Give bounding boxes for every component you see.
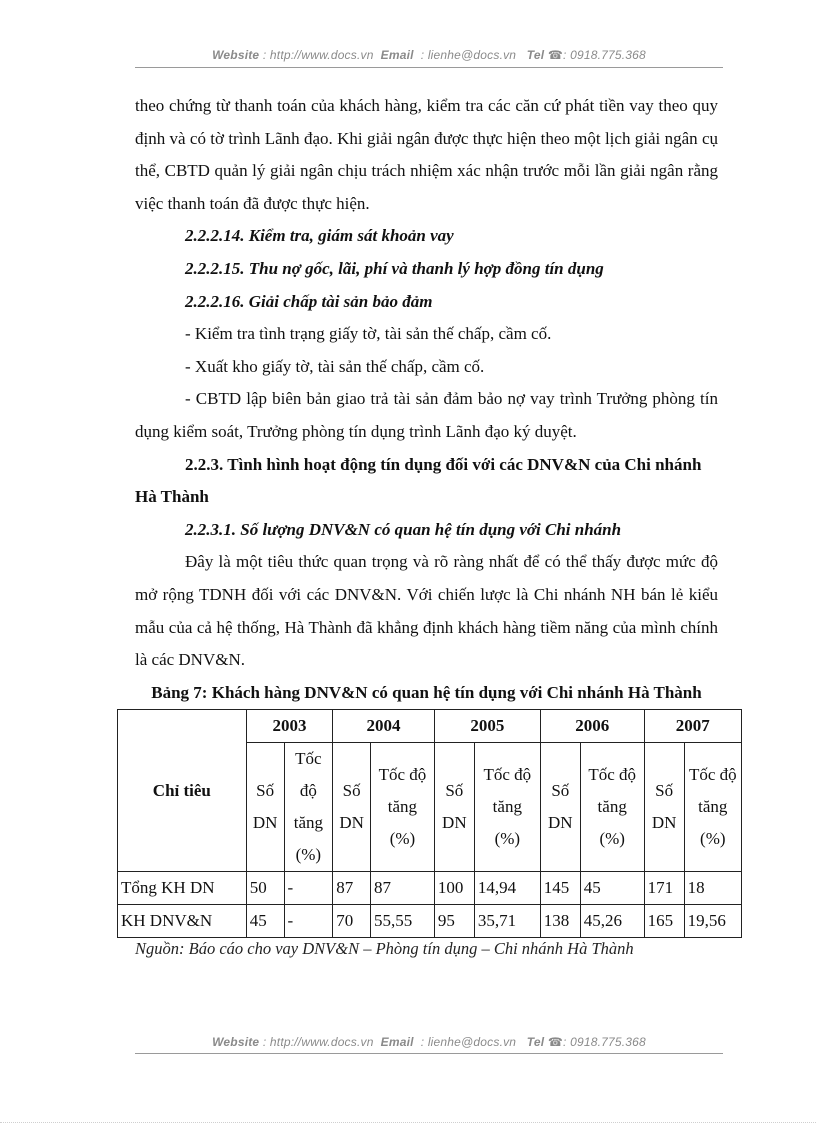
bullet-item: - Xuất kho giấy tờ, tài sản thế chấp, cầm cố. — [185, 356, 485, 376]
table-cell: 165 — [644, 905, 684, 938]
table-cell: - — [284, 905, 333, 938]
footer-tel-label: Tel — [526, 1035, 545, 1049]
sub-header-growth: Tốc độ tăng (%) — [580, 743, 644, 872]
table-cell: 138 — [540, 905, 580, 938]
year-header: 2004 — [333, 710, 435, 743]
sub-header-count: Số DN — [333, 743, 371, 872]
header-website-value: : http://www.docs.vn — [262, 48, 374, 62]
paragraph-intro: Đây là một tiêu thức quan trọng và rõ ràng nhất để có thể thấy được mức độ mở rộng TDNH đối với các DNV&N. Với chiến lược là Chi nhánh NH bán lẻ kiểu mẫu của cả hệ thống, Hà Thành đã khẳng định khách hàng tiềm năng của mình chính là các DNV&N. — [135, 552, 718, 670]
sub-header-growth: Tốc độ tăng (%) — [284, 743, 333, 872]
phone-icon: ☎ — [547, 1035, 563, 1049]
heading-2-2-2-15: 2.2.2.15. Thu nợ gốc, lãi, phí và thanh lý hợp đồng tín dụng — [185, 258, 604, 278]
sub-header-count: Số DN — [644, 743, 684, 872]
bullet-item: - CBTD lập biên bản giao trả tài sản đảm bảo nợ vay trình Trưởng phòng tín dụng kiểm soát, Trưởng phòng tín dụng trình Lãnh đạo ký duyệt. — [135, 389, 718, 441]
table-source: Nguồn: Báo cáo cho vay DNV&N – Phòng tín dụng – Chi nhánh Hà Thành — [135, 939, 634, 959]
table-cell: 45,26 — [580, 905, 644, 938]
table-cell: 171 — [644, 872, 684, 905]
document-body — [121, 90, 737, 960]
table-cell: 35,71 — [474, 905, 540, 938]
year-header: 2003 — [246, 710, 333, 743]
year-header: 2005 — [434, 710, 540, 743]
header-email-label: Email — [380, 48, 414, 62]
sub-header-growth: Tốc độ tăng (%) — [474, 743, 540, 872]
table-cell: 14,94 — [474, 872, 540, 905]
table-row — [118, 872, 742, 905]
customer-table — [117, 709, 742, 938]
footer-tel-value: : 0918.775.368 — [563, 1035, 646, 1049]
row-header-cell: Chỉ tiêu — [118, 710, 247, 872]
bullet-item: - Kiểm tra tình trạng giấy tờ, tài sản thế chấp, cầm cố. — [185, 324, 552, 344]
sub-header-count: Số DN — [246, 743, 284, 872]
table-caption: Bảng 7: Khách hàng DNV&N có quan hệ tín dụng với Chi nhánh Hà Thành — [151, 682, 702, 702]
sub-header-growth: Tốc độ tăng (%) — [371, 743, 435, 872]
table-cell: 45 — [580, 872, 644, 905]
footer-email-value: : lienhe@docs.vn — [420, 1035, 517, 1049]
header-tel-label: Tel — [526, 48, 545, 62]
header-email-value: : lienhe@docs.vn — [420, 48, 517, 62]
table-cell: 18 — [684, 872, 741, 905]
header-divider — [135, 67, 723, 68]
sub-header-count: Số DN — [540, 743, 580, 872]
table-cell: 87 — [333, 872, 371, 905]
footer-divider — [135, 1053, 723, 1054]
row-label: KH DNV&N — [118, 905, 247, 938]
phone-icon: ☎ — [547, 48, 563, 62]
table-cell: 50 — [246, 872, 284, 905]
page-header — [135, 48, 723, 62]
year-header: 2007 — [644, 710, 741, 743]
table-cell: 55,55 — [371, 905, 435, 938]
footer-email-label: Email — [380, 1035, 414, 1049]
table-cell: - — [284, 872, 333, 905]
table-cell: 145 — [540, 872, 580, 905]
table-cell: 87 — [371, 872, 435, 905]
heading-2-2-3: 2.2.3. Tình hình hoạt động tín dụng đối với các DNV&N của Chi nhánh Hà Thành — [135, 454, 702, 507]
heading-2-2-3-1: 2.2.3.1. Số lượng DNV&N có quan hệ tín dụng với Chi nhánh — [185, 519, 622, 539]
table-cell: 45 — [246, 905, 284, 938]
table-cell: 70 — [333, 905, 371, 938]
table-cell: 95 — [434, 905, 474, 938]
header-website-label: Website — [212, 48, 260, 62]
table-cell: 100 — [434, 872, 474, 905]
sub-header-growth: Tốc độ tăng (%) — [684, 743, 741, 872]
sub-header-count: Số DN — [434, 743, 474, 872]
heading-2-2-2-16: 2.2.2.16. Giải chấp tài sản bảo đảm — [185, 291, 433, 311]
footer-website-value: : http://www.docs.vn — [262, 1035, 374, 1049]
table-row — [118, 905, 742, 938]
header-tel-value: : 0918.775.368 — [563, 48, 646, 62]
year-header: 2006 — [540, 710, 644, 743]
page-footer — [135, 1035, 723, 1049]
paragraph-continuation: theo chứng từ thanh toán của khách hàng, kiểm tra các căn cứ phát tiền vay theo quy định và có tờ trình Lãnh đạo. Khi giải ngân được thực hiện theo một lịch giải ngân cụ thể, CBTD quản lý giải ngân chịu trách nhiệm xác nhận trước mỗi lần giải ngân rằng việc thanh toán đã được thực hiện. — [135, 96, 718, 213]
footer-website-label: Website — [212, 1035, 260, 1049]
table-cell: 19,56 — [684, 905, 741, 938]
heading-2-2-2-14: 2.2.2.14. Kiểm tra, giám sát khoản vay — [185, 226, 454, 246]
row-label: Tổng KH DN — [118, 872, 247, 905]
